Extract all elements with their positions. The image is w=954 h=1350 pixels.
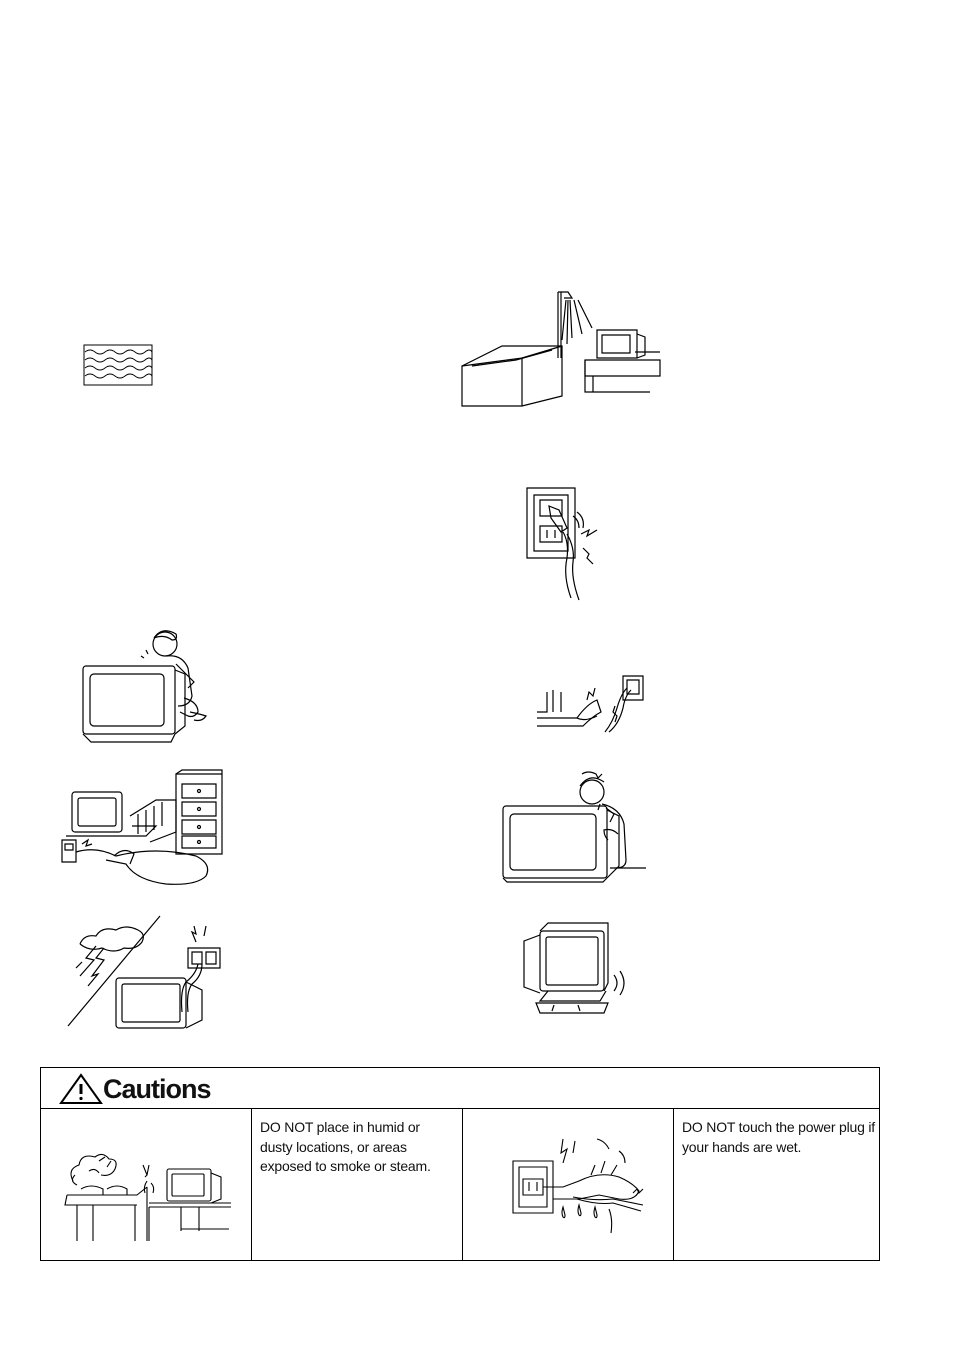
- cautions-section: [40, 1067, 880, 1261]
- kitchen-steam-illustration: [41, 1109, 251, 1260]
- cautions-header: [41, 1068, 879, 1109]
- damaged-cord-outlet-illustration: [525, 486, 635, 601]
- monitor-swivel-illustration: [518, 921, 630, 1019]
- cord-under-monitor-illustration: [535, 672, 650, 734]
- cautions-title: Cautions: [103, 1074, 211, 1104]
- water-box-illustration: [83, 344, 153, 386]
- caution-humid-text: DO NOT place in humid or dusty locations, or areas exposed to smoke or steam.: [260, 1119, 431, 1174]
- man-monitor-cord-illustration: [500, 770, 650, 885]
- pulling-cord-illustration: [58, 772, 228, 887]
- warning-triangle-icon: [59, 1073, 103, 1110]
- bathtub-shower-illustration: [460, 288, 665, 408]
- caution-text-cell: [252, 1109, 462, 1260]
- lightning-storm-illustration: [66, 914, 226, 1032]
- wet-hand-plug-illustration: [463, 1109, 673, 1260]
- caution-text-cell: [674, 1109, 879, 1260]
- child-monitor-illustration: [80, 626, 215, 744]
- caution-wet-hands-text: DO NOT touch the power plug if your hands are wet.: [682, 1119, 875, 1155]
